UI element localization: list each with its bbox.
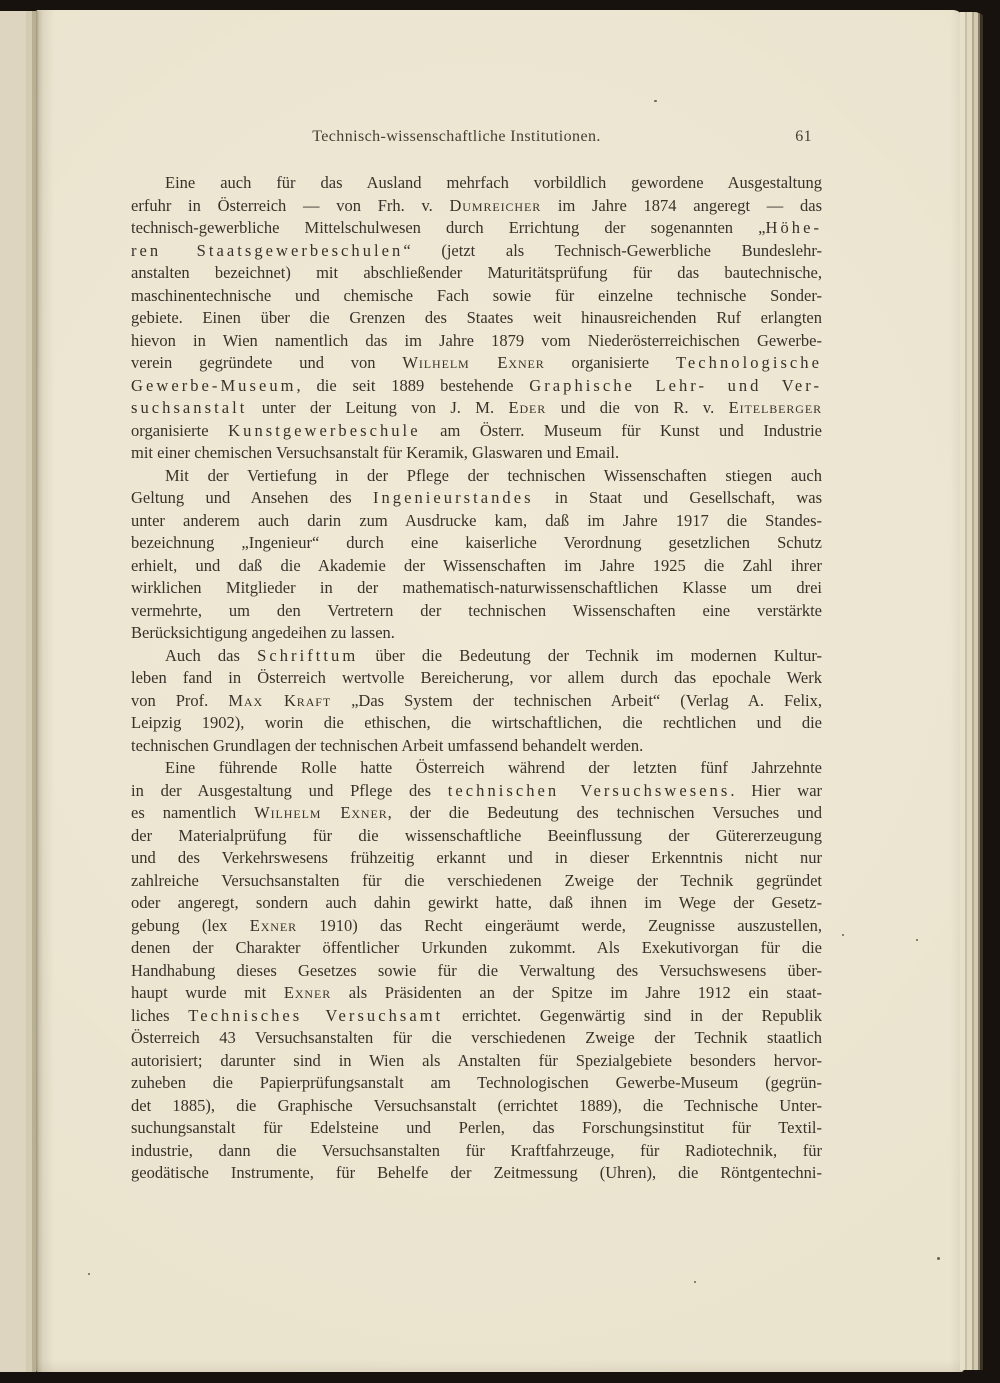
- text-line: [131, 577, 822, 600]
- text-line: [131, 757, 822, 780]
- page-number: 61: [795, 128, 812, 145]
- text-line: [131, 712, 822, 735]
- text-line: [131, 690, 822, 713]
- text-line: [131, 510, 822, 533]
- text-segment: Geltung und Ansehen des: [131, 488, 373, 507]
- page-edge-stack: [960, 12, 988, 1370]
- text-segment: organisierte: [131, 420, 229, 440]
- text-line: [131, 982, 822, 1005]
- text-line: [131, 667, 822, 690]
- text-segment: leben fand in Österreich wertvolle Bereicherung, vor allem durch das epochale Werk: [131, 668, 822, 687]
- text-block: [131, 126, 822, 1185]
- letterspaced-emphasis: Schrifttum: [257, 645, 359, 665]
- paragraph: [131, 645, 822, 758]
- text-line: [131, 622, 822, 645]
- text-line: [131, 870, 822, 893]
- text-segment: gebung (lex: [131, 915, 250, 935]
- text-segment: und die von R. v.: [546, 398, 729, 417]
- text-segment: „Das System der technischen Arbeit“ (Verlag A. Felix,: [331, 690, 822, 710]
- text-segment: Mit der Vertiefung in der Pflege der technischen Wissenschaften stiegen auch: [165, 465, 822, 485]
- text-line: [131, 1162, 822, 1185]
- small-caps-name: Eitelberger: [728, 398, 822, 417]
- text-line: [131, 240, 822, 263]
- text-line: [131, 1072, 822, 1095]
- text-segment: gebiete. Einen über die Grenzen des Staates weit hinausreichenden Ruf erlangten: [131, 308, 822, 327]
- text-line: [131, 802, 822, 825]
- dust-speck: [694, 1281, 696, 1283]
- paragraph: [131, 757, 822, 1185]
- text-line: [131, 600, 822, 623]
- text-line: [131, 465, 822, 488]
- binding-crease: [36, 11, 43, 1372]
- text-line: [131, 960, 822, 983]
- text-line: [131, 442, 822, 465]
- text-line: [131, 172, 822, 195]
- text-segment: von Prof.: [131, 690, 229, 710]
- text-segment: erfuhr in Österreich — von Frh. v.: [131, 195, 450, 215]
- text-segment: hievon in Wien namentlich das im Jahre 1879 vom Niederösterreichischen Gewerbe-: [131, 330, 822, 350]
- letterspaced-emphasis: Kunstgewerbeschule: [228, 420, 421, 440]
- text-segment: haupt wurde mit: [131, 983, 284, 1002]
- text-line: [131, 307, 822, 330]
- letterspaced-emphasis: Technisches Versuchsamt: [188, 1005, 444, 1025]
- text-line: [131, 847, 822, 870]
- letterspaced-emphasis: Höhe-: [765, 218, 822, 237]
- dust-speck: [937, 1257, 940, 1260]
- text-segment: Berücksichtigung angedeihen zu lassen.: [131, 623, 395, 642]
- text-segment: über die Bedeutung der Technik im modernen Kultur-: [358, 645, 822, 665]
- small-caps-name: Eder: [508, 398, 547, 417]
- letterspaced-emphasis: Graphische Lehr- und Ver-: [529, 375, 823, 395]
- text-segment: liches: [131, 1005, 189, 1025]
- dust-speck: [654, 100, 657, 102]
- text-line: [131, 1095, 822, 1118]
- text-segment: Leipzig 1902), worin die ethischen, die wirtschaftlichen, die rechtlichen und die: [131, 713, 822, 732]
- text-segment: am Österr. Museum für Kunst und Industrie: [420, 420, 823, 440]
- text-segment: im Jahre 1874 angeregt — das: [541, 195, 822, 215]
- text-segment: suchungsanstalt für Edelsteine und Perlen, das Forschungsinstitut für Textil-: [131, 1118, 822, 1137]
- text-segment: in Staat und Gesellschaft, was: [533, 488, 822, 507]
- letterspaced-emphasis: Gewerbe-Museum: [131, 375, 297, 395]
- text-segment: industrie, dann die Versuchsanstalten für Kraftfahrzeuge, für Radiotechnik, für: [131, 1140, 822, 1160]
- text-segment: wirklichen Mitglieder in der mathematisch-naturwissenschaftlichen Klasse um drei: [131, 578, 822, 597]
- text-segment: geodätische Instrumente, für Behelfe der Zeitmessung (Uhren), die Röntgentechni-: [131, 1163, 822, 1182]
- text-line: [131, 420, 822, 443]
- text-segment: es namentlich: [131, 803, 255, 822]
- adjacent-page-edge: [0, 11, 36, 1372]
- text-line: [131, 375, 822, 398]
- text-segment: det 1885), die Graphische Versuchsanstalt (errichtet 1889), die Technische Unter-: [131, 1095, 822, 1115]
- small-caps-name: Max Kraft: [228, 690, 332, 710]
- text-line: [131, 735, 822, 758]
- body-text: [131, 172, 822, 1185]
- running-head: [131, 126, 822, 147]
- text-segment: der Materialprüfung für die wissenschaftliche Beeinflussung der Gütererzeugung: [131, 825, 822, 845]
- letterspaced-emphasis: Ingenieurstandes: [372, 488, 534, 507]
- text-segment: unter der Leitung von J. M.: [247, 398, 509, 417]
- dust-speck: [88, 1273, 90, 1275]
- text-line: [131, 1117, 822, 1140]
- text-line: [131, 1027, 822, 1050]
- text-line: [131, 285, 822, 308]
- text-segment: mit einer chemischen Versuchsanstalt für Keramik, Glaswaren und Email.: [131, 443, 620, 462]
- letterspaced-emphasis: Technologische: [675, 353, 822, 372]
- text-segment: errichtet. Gegenwärtig sind in der Republik: [443, 1005, 822, 1025]
- small-caps-name: Wilhelm Exner: [402, 353, 545, 372]
- letterspaced-emphasis: ren Staatsgewerbeschulen: [131, 240, 404, 260]
- text-segment: Eine führende Rolle hatte Österreich während der letzten fünf Jahrzehnte: [165, 758, 822, 777]
- text-segment: , die seit 1889 bestehende: [296, 375, 530, 395]
- text-segment: erhielt, und daß die Akademie der Wissenschaften im Jahre 1925 die Zahl ihrer: [131, 555, 822, 575]
- letterspaced-emphasis: technischen Versuchswesens: [447, 780, 731, 800]
- text-segment: Handhabung dieses Gesetzes sowie für die Verwaltung des Versuchswesens über-: [131, 960, 822, 980]
- text-line: [131, 892, 822, 915]
- text-line: [131, 1140, 822, 1163]
- text-line: [131, 397, 822, 420]
- text-segment: bezeichnung „Ingenieur“ durch eine kaiserliche Verordnung gesetzlichen Schutz: [131, 533, 822, 552]
- text-segment: in der Ausgestaltung und Pflege des: [131, 780, 448, 800]
- text-line: [131, 555, 822, 578]
- text-segment: vermehrte, um den Vertretern der technischen Wissenschaften eine verstärkte: [131, 600, 822, 620]
- text-line: [131, 645, 822, 668]
- text-line: [131, 1005, 822, 1028]
- text-segment: und des Verkehrswesens frühzeitig erkannt und in dieser Erkenntnis nicht nur: [131, 848, 822, 867]
- text-segment: Eine auch für das Ausland mehrfach vorbildlich gewordene Ausgestaltung: [165, 173, 822, 192]
- text-segment: organisierte: [544, 353, 676, 372]
- small-caps-name: Exner: [283, 983, 332, 1002]
- letterspaced-emphasis: suchsanstalt: [131, 398, 248, 417]
- paragraph: [131, 465, 822, 645]
- text-line: [131, 780, 822, 803]
- text-segment: oder angeregt, sondern auch dahin gewirkt hatte, daß ihnen im Wege der Gesetz-: [131, 893, 822, 912]
- text-line: [131, 262, 822, 285]
- text-segment: unter anderem auch darin zum Ausdrucke kam, daß im Jahre 1917 die Standes-: [131, 510, 822, 530]
- text-line: [131, 330, 822, 353]
- text-segment: maschinentechnische und chemische Fach sowie für einzelne technische Sonder-: [131, 285, 822, 305]
- text-line: [131, 487, 822, 510]
- text-segment: “ (jetzt als Technisch-Gewerbliche Bundeslehr-: [403, 240, 822, 260]
- text-segment: autorisiert; darunter sind in Wien als Anstalten für Spezialgebiete besonders hervor-: [131, 1050, 822, 1070]
- text-segment: verein gegründete und von: [131, 353, 403, 372]
- text-segment: Österreich 43 Versuchsanstalten für die verschiedenen Zweige der Technik staatlich: [131, 1028, 822, 1047]
- text-line: [131, 352, 822, 375]
- text-line: [131, 915, 822, 938]
- text-segment: 1910) das Recht eingeräumt werde, Zeugnisse auszustellen,: [297, 915, 822, 935]
- text-line: [131, 1050, 822, 1073]
- text-segment: , der die Bedeutung des technischen Versuches und: [387, 803, 822, 822]
- text-line: [131, 195, 822, 218]
- text-line: [131, 937, 822, 960]
- paragraph: [131, 172, 822, 465]
- text-line: [131, 532, 822, 555]
- small-caps-name: Wilhelm Exner: [254, 803, 388, 822]
- small-caps-name: Exner: [249, 915, 298, 935]
- text-segment: technisch-gewerbliche Mittelschulwesen durch Errichtung der sogenannten „: [131, 218, 766, 237]
- text-segment: technischen Grundlagen der technischen Arbeit umfassend behandelt werden.: [131, 735, 644, 755]
- text-line: [131, 825, 822, 848]
- text-segment: Auch das: [165, 645, 258, 665]
- dust-speck: [842, 934, 844, 936]
- text-segment: . Hier war: [730, 780, 823, 800]
- text-segment: als Präsidenten an der Spitze im Jahre 1912 ein staat-: [331, 983, 822, 1002]
- text-segment: zahlreiche Versuchsanstalten für die verschiedenen Zweige der Technik gegründet: [131, 870, 822, 890]
- dust-speck: [916, 939, 918, 941]
- text-segment: anstalten bezeichnet) mit abschließender Maturitätsprüfung für das bautechnische,: [131, 263, 822, 282]
- text-segment: zuheben die Papierprüfungsanstalt am Technologischen Gewerbe-Museum (gegrün-: [131, 1073, 822, 1092]
- running-head-title: Technisch-wissenschaftliche Institutionen.: [312, 128, 601, 145]
- text-line: [131, 217, 822, 240]
- small-caps-name: Dumreicher: [449, 195, 542, 215]
- text-segment: denen der Charakter öffentlicher Urkunden zukommt. Als Exekutivorgan für die: [131, 938, 822, 957]
